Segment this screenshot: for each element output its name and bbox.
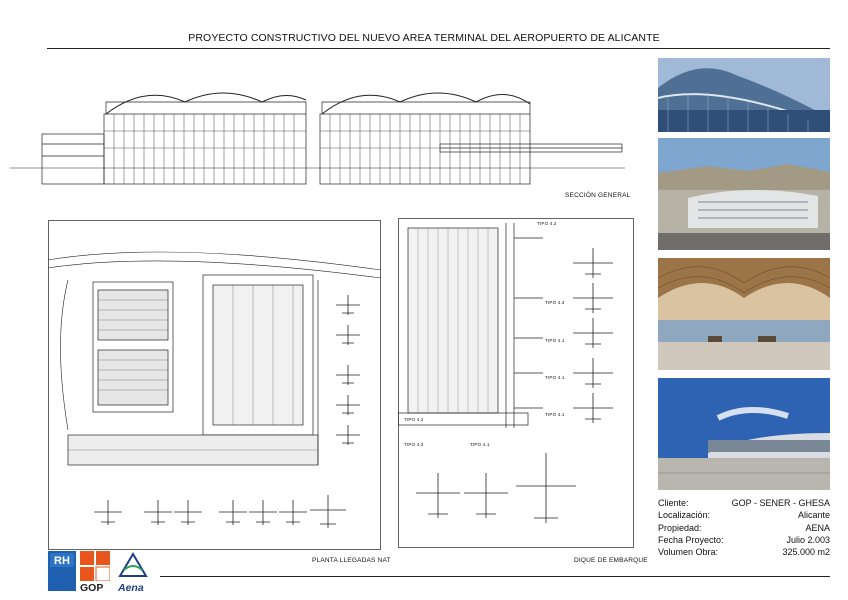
owner-label: Propiedad: — [658, 522, 702, 533]
client-value: GOP - SENER - GHESA — [731, 498, 830, 508]
rh-logo — [48, 551, 76, 591]
pier-label: TIPO 4.1 — [545, 338, 565, 343]
photo-aerial-view — [658, 138, 830, 250]
pier-label: TIPO 4.1 — [545, 412, 565, 417]
title-divider — [47, 48, 830, 49]
info-row-date — [658, 534, 830, 546]
arrivals-caption: PLANTA LLEGADAS NAT — [312, 557, 391, 564]
pier-label: TIPO 4.2 — [404, 417, 424, 422]
date-label: Fecha Proyecto: — [658, 534, 724, 545]
gop-logo-mark — [80, 551, 110, 581]
pier-plan-drawing — [398, 218, 634, 548]
volume-label: Volumen Obra: — [658, 547, 719, 558]
location-value: Alicante — [797, 510, 830, 521]
gop-logo-text: GOP — [80, 582, 104, 594]
info-row-location — [658, 509, 830, 521]
project-info — [658, 497, 830, 558]
volume-value: 325.000 m2 — [782, 547, 830, 558]
info-row-volume — [658, 546, 830, 558]
pier-label: TIPO 4.1 — [470, 442, 490, 447]
info-row-client — [658, 497, 830, 509]
owner-value: AENA — [805, 522, 830, 533]
photo-terminal-facade — [658, 58, 830, 132]
section-drawing — [10, 86, 625, 190]
section-caption: SECCIÓN GENERAL — [565, 192, 631, 199]
pier-label: TIPO 4.2 — [404, 442, 424, 447]
pier-label: TIPO 4.2 — [537, 221, 557, 226]
rh-logo-text: RH — [54, 555, 70, 567]
location-label: Localización: — [658, 510, 711, 521]
aena-logo-mark — [118, 552, 148, 580]
date-value: Julio 2.003 — [786, 534, 830, 545]
client-label: Cliente: — [658, 498, 689, 508]
page-title: PROYECTO CONSTRUCTIVO DEL NUEVO AREA TERMINAL DEL AEROPUERTO DE ALICANTE — [188, 32, 660, 44]
info-row-owner — [658, 522, 830, 534]
pier-label: TIPO 4.1 — [545, 375, 565, 380]
aena-logo-text: Aena — [118, 582, 144, 594]
pier-label: TIPO 4.3 — [545, 300, 565, 305]
footer-divider — [160, 576, 830, 577]
arrivals-plan-drawing — [48, 220, 381, 550]
photo-exterior — [658, 378, 830, 490]
pier-caption: DIQUE DE EMBARQUE — [574, 557, 648, 564]
photo-interior — [658, 258, 830, 370]
